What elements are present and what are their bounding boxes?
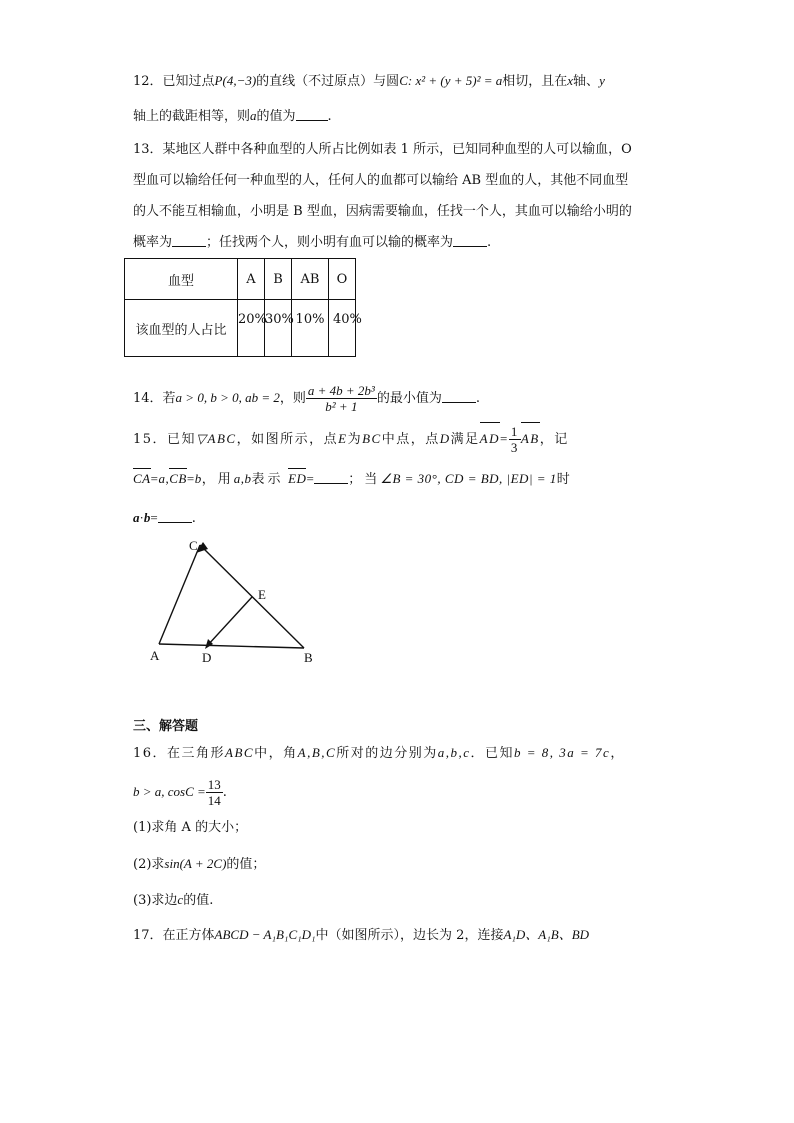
table-row-label: 该血型的人占比 [125, 300, 238, 357]
label-e: E [258, 587, 266, 602]
q12-a: a [250, 108, 257, 123]
q12-text: 相切，且在 [502, 74, 568, 89]
fraction-denominator: 3 [510, 440, 519, 455]
triangle-figure [140, 535, 330, 670]
table-header-label: 血型 [125, 259, 238, 300]
q13-line4 [133, 234, 491, 252]
q14-text: . [475, 391, 480, 406]
q16-side-c: c [177, 892, 184, 907]
q15-text: ，用 [201, 472, 234, 487]
q12-text: 轴、 [573, 74, 600, 89]
q15-text: 15．已知 [133, 432, 197, 447]
answer-blank [172, 234, 206, 247]
q15-text: ；当 [348, 472, 381, 487]
q16-text: 16．在三角形 [133, 746, 226, 761]
q15-text: 时 [556, 472, 571, 487]
table-col-b: B [265, 259, 292, 300]
q14-line [133, 380, 480, 417]
q17-cube: ABCD − A₁B₁C₁D₁ [214, 927, 316, 942]
segment-ac [159, 545, 200, 644]
q12-line1 [133, 72, 605, 91]
section-title: 三、解答题 [133, 719, 199, 734]
segment-cb [200, 545, 304, 648]
q15-equals: = [499, 431, 509, 446]
q12-text: 的值为 [256, 109, 296, 124]
table-cell [292, 300, 329, 357]
q15-triangle: ▽ABC [196, 431, 237, 446]
q17-text: 中（如图所示），边长为 2，连接 [315, 928, 504, 943]
q16-part2 [133, 855, 265, 874]
q12-x: x [567, 73, 574, 88]
label-b: B [304, 650, 313, 665]
q15-comma: , [165, 471, 170, 486]
q16-text: 的值； [226, 857, 266, 872]
q15-vectors-ab: a,b [233, 471, 252, 486]
q15-equals: = [306, 471, 315, 486]
q15-equals: = [150, 471, 159, 486]
fraction-numerator: a + 4b + 2b³ [307, 383, 375, 398]
vector-a: a [133, 510, 140, 525]
q14-text: 14．若 [133, 391, 176, 406]
q16-angles: A,B,C [297, 745, 337, 760]
q15-line2 [133, 470, 570, 489]
label-d: D [202, 650, 212, 665]
q15-text: 为 [347, 432, 363, 447]
q15-equals: = [186, 471, 195, 486]
q14-text: ，则 [279, 391, 306, 406]
q12-text: 12．已知过点 [133, 74, 215, 89]
q14-fraction [306, 383, 377, 414]
q12-y: y [599, 73, 605, 88]
q13-text: ；任找两个人，则小明有血可以输的概率为 [206, 235, 454, 250]
vector-ab: AB [521, 424, 540, 454]
q16-text: 的值. [183, 893, 214, 908]
q16-text: (3)求边 [133, 893, 178, 908]
vector-b: b [143, 510, 151, 525]
table-cell [329, 300, 362, 357]
fraction-numerator: 1 [510, 424, 519, 439]
vector-ca: CA [133, 471, 151, 486]
q13-line2: 型血可以输给任何一种血型的人，任何人的血都可以输给 AB 型血的人，其他不同血型 [133, 173, 629, 188]
q15-text: ，如图所示，点 [236, 432, 339, 447]
fraction-numerator: 13 [207, 777, 221, 792]
q15-point-d: D [439, 431, 451, 446]
q17-segments: A₁D、A₁B、BD [503, 927, 590, 942]
q15-point-e: E [338, 431, 348, 446]
table-value: 30% [265, 312, 294, 327]
label-c: C [189, 538, 198, 553]
q12-circle-equation: C: x² + (y + 5)² = a [399, 73, 503, 88]
vector-ad: AD [480, 424, 500, 454]
answer-blank [158, 510, 192, 523]
table-row [125, 300, 356, 357]
q15-text: . [191, 511, 196, 526]
table-cell [238, 300, 265, 357]
label-a: A [150, 648, 160, 663]
table-row [125, 259, 356, 300]
q16-text: 中，角 [254, 746, 298, 761]
q16-given: b = 8, 3a = 7c [514, 745, 611, 760]
q15-bc: BC [362, 431, 382, 446]
q15-text: 满足 [450, 432, 480, 447]
q16-line1 [133, 744, 625, 763]
q16-text: 所对的边分别为 [336, 746, 438, 761]
q12-line2 [133, 107, 332, 126]
q16-text: (2)求 [133, 857, 165, 872]
answer-blank [296, 108, 328, 121]
q15-line3 [133, 509, 196, 528]
q12-text: 的直线（不过原点）与圆 [256, 74, 400, 89]
fraction-denominator: 14 [207, 793, 221, 808]
q13-text: . [487, 235, 492, 250]
q16-text: ， [610, 746, 625, 761]
table-col-a: A [238, 259, 265, 300]
q16-triangle: ABC [225, 745, 255, 760]
q12-text: . [327, 109, 332, 124]
q15-text: ，记 [539, 432, 569, 447]
q17-line [133, 926, 589, 945]
vector-ed: ED [288, 471, 307, 486]
q12-text: 轴上的截距相等，则 [133, 109, 251, 124]
table-cell [265, 300, 292, 357]
q14-condition: a > 0, b > 0, ab = 2 [175, 390, 280, 405]
table-value: 20% [238, 312, 267, 327]
q16-text: ．已知 [470, 746, 514, 761]
segment-ab [159, 644, 304, 648]
vector-a: a [158, 471, 166, 486]
q16-part3 [133, 891, 213, 910]
q15-dot: · [139, 510, 144, 525]
q13-line3: 的人不能互相输血，小明是 B 型血，因病需要输血，任找一个人，其血可以输给小明的 [133, 204, 632, 219]
segment-ed [207, 597, 252, 646]
q16-fraction [206, 777, 223, 808]
q15-line1 [133, 424, 569, 455]
table-col-o: O [329, 259, 356, 300]
answer-blank [442, 390, 476, 403]
q16-part1: (1)求角 A 的大小； [133, 820, 248, 835]
q15-text: 中点，点 [381, 432, 440, 447]
table-value: 10% [295, 312, 325, 327]
q15-condition: ∠B = 30°, CD = BD, |ED| = 1 [380, 471, 557, 486]
q17-text: 17．在正方体 [133, 928, 215, 943]
q16-line2 [133, 774, 227, 811]
q16-sides: a,b,c [437, 745, 471, 760]
table-col-ab: AB [292, 259, 329, 300]
q16-text: . [222, 785, 227, 800]
q15-text: 表示 [251, 472, 284, 487]
q15-equals: = [150, 510, 158, 525]
vector-cb: CB [169, 471, 187, 486]
q13-text: 概率为 [133, 235, 173, 250]
q14-text: 的最小值为 [376, 391, 442, 406]
table-value: 40% [333, 312, 362, 327]
blood-type-table [124, 258, 362, 357]
answer-blank [453, 234, 487, 247]
vector-b: b [194, 471, 202, 486]
fraction-denominator: b² + 1 [325, 399, 358, 414]
q16-expression: sin(A + 2C) [164, 856, 227, 871]
q15-fraction [509, 424, 521, 455]
q13-line1: 13．某地区人群中各种血型的人所占比例如表 1 所示，已知同种血型的人可以输血，O [133, 142, 632, 157]
q12-point: P(4,−3) [214, 73, 257, 88]
q16-condition: b > a, cosC = [133, 784, 206, 799]
answer-blank [314, 471, 348, 484]
